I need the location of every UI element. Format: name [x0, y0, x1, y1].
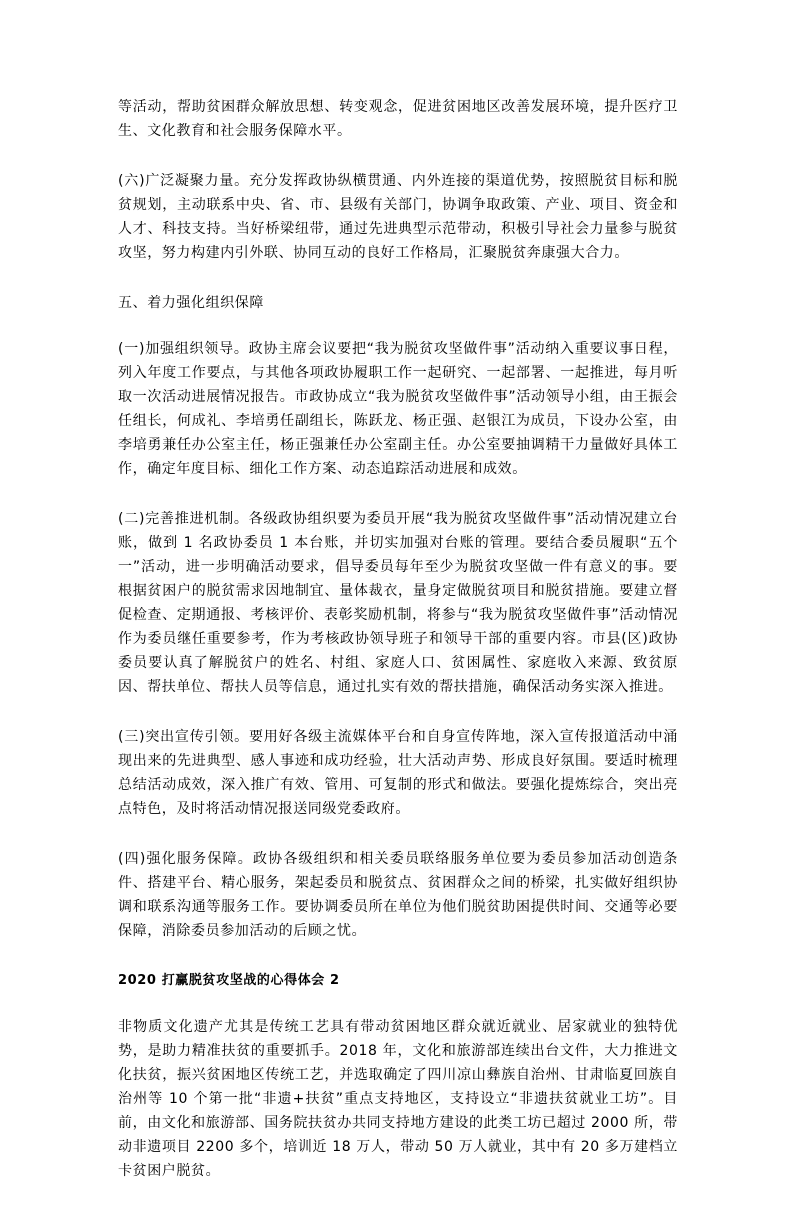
paragraph-service: (四)强化服务保障。政协各级组织和相关委员联络服务单位要为委员参加活动创造条件、搭建平台、精心服务，架起委员和脱贫点、贫困群众之间的桥梁，扎实做好组织协调和联系沟通等服务工作。要协调委员所在单位为他们脱贫助困提供时间、交通等必要保障，消除委员参加活动的后顾之忧。 [118, 851, 678, 939]
article-title-2: 2020 打赢脱贫攻坚战的心得体会 2 [118, 973, 340, 988]
paragraph-gather-strength: (六)广泛凝聚力量。充分发挥政协纵横贯通、内外连接的渠道优势，按照脱贫目标和脱贫规划，主动联系中央、省、市、县级有关部门，协调争取政策、产业、项目、资金和人才、科技支持。当好桥梁纽带，通过先进典型示范带动，积极引导社会力量参与脱贫攻坚，努力构建内引外联、协同互动的良好工作格局，汇聚脱贫奔康强大合力。 [118, 173, 678, 261]
paragraph-intangible-heritage: 非物质文化遗产尤其是传统工艺具有带动贫困地区群众就近就业、居家就业的独特优势，是助力精准扶贫的重要抓手。2018 年，文化和旅游部连续出台文件，大力推进文化扶贫，振兴贫困地区传统工艺，并选取确定了四川凉山彝族自治州、甘肃临夏回族自治州等 10 个第一批“非遗+扶贫”重点支持地区，支持设立“非遗扶贫就业工坊”。目前，由文化和旅游部、国务院扶贫办共同支持地方建设的此类工坊已超过 2000 所，带动非遗项目 2200 多个，培训近 18 万人，带动 50 万人就业，其中有 20 多万建档立卡贫困户脱贫。 [118, 1019, 678, 1179]
paragraph-publicity: (三)突出宣传引领。要用好各级主流媒体平台和自身宣传阵地，深入宣传报道活动中涌现出来的先进典型、感人事迹和成功经验，壮大活动声势、形成良好氛围。要适时梳理总结活动成效，深入推广有效、管用、可复制的形式和做法。要强化提炼综合，突出亮点特色，及时将活动情况报送同级党委政府。 [118, 729, 678, 817]
document-page [118, 95, 678, 1209]
section-heading-five: 五、着力强化组织保障 [118, 295, 264, 311]
paragraph-leadership: (一)加强组织领导。政协主席会议要把“我为脱贫攻坚做件事”活动纳入重要议事日程，列入年度工作要点，与其他各项政协履职工作一起研究、一起部署、一起推进，每月听取一次活动进展情况报告。市政协成立“我为脱贫攻坚做件事”活动领导小组，由王振会任组长，何成礼、李培勇任副组长，陈跃龙、杨正强、赵银江为成员，下设办公室，由李培勇兼任办公室主任，杨正强兼任办公室副主任。办公室要抽调精干力量做好具体工作，确定年度目标、细化工作方案、动态追踪活动进展和成效。 [118, 341, 678, 477]
paragraph-mechanism: (二)完善推进机制。各级政协组织要为委员开展“我为脱贫攻坚做件事”活动情况建立台账，做到 1 名政协委员 1 本台账，并切实加强对台账的管理。要结合委员履职“五个一”活动，进一步明确活动要求，倡导委员每年至少为脱贫攻坚做一件有意义的事。要根据贫困户的脱贫需求因地制宜、量体裁衣，量身定做脱贫项目和脱贫措施。要建立督促检查、定期通报、考核评价、表彰奖励机制，将参与“我为脱贫攻坚做件事”活动情况作为委员继任重要参考，作为考核政协领导班子和领导干部的重要内容。市县(区)政协委员要认真了解脱贫户的姓名、村组、家庭人口、贫困属性、家庭收入来源、致贫原因、帮扶单位、帮扶人员等信息，通过扎实有效的帮扶措施，确保活动务实深入推进。 [118, 511, 678, 695]
paragraph-intro-continuation: 等活动，帮助贫困群众解放思想、转变观念，促进贫困地区改善发展环境，提升医疗卫生、文化教育和社会服务保障水平。 [118, 99, 678, 139]
